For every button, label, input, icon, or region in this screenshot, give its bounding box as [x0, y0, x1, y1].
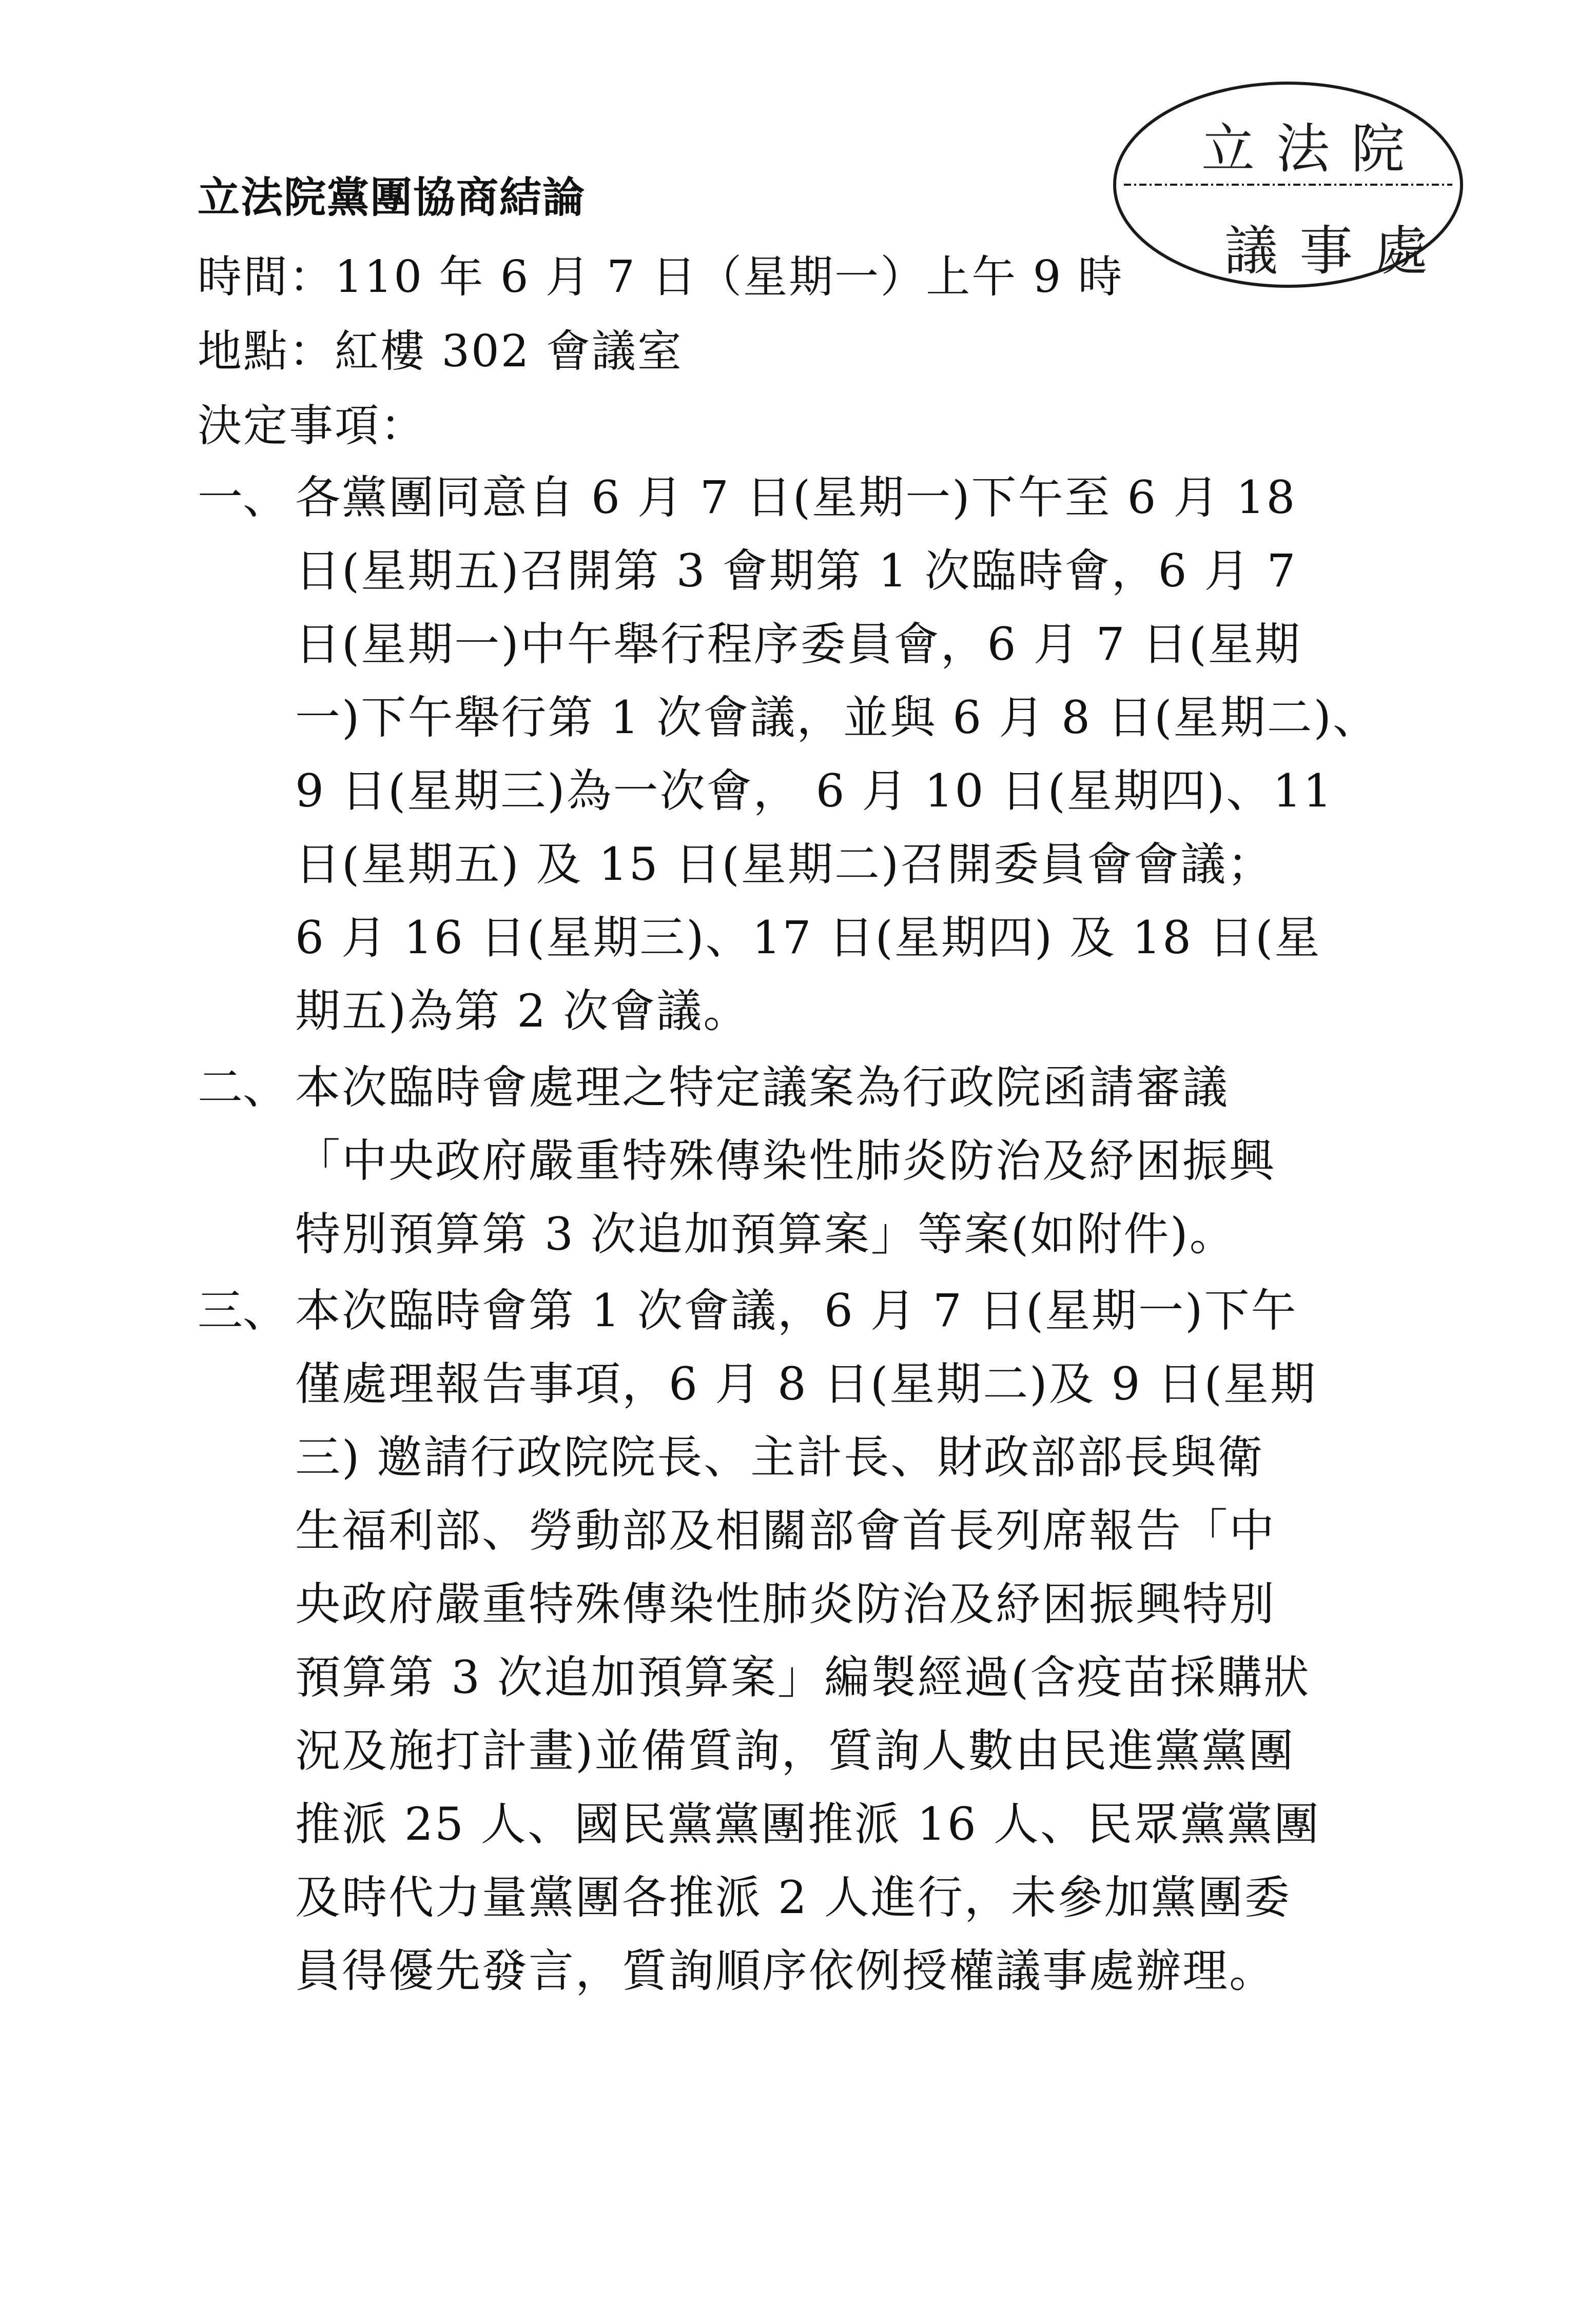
item-marker: 三、: [198, 1284, 288, 1337]
meeting-place: 地點：紅樓 302 會議室: [198, 326, 683, 377]
item-line: 「中央政府嚴重特殊傳染性肺炎防治及紓困振興: [295, 1134, 1276, 1187]
decision-heading: 決定事項：: [198, 400, 426, 451]
item-line: 日(星期五)召開第 3 會期第 1 次臨時會，6 月 7: [295, 544, 1297, 597]
item-line: 特別預算第 3 次追加預算案」等案(如附件)。: [295, 1208, 1236, 1261]
item-line: 一)下午舉行第 1 次會議，並與 6 月 8 日(星期二)、: [295, 691, 1379, 744]
item-line: 員得優先發言，質詢順序依例授權議事處辦理。: [295, 1944, 1276, 1997]
item-line: 日(星期一)中午舉行程序委員會，6 月 7 日(星期: [295, 618, 1301, 671]
item-line: 期五)為第 2 次會議。: [295, 984, 750, 1037]
item-line: 三) 邀請行政院院長、主計長、財政部部長與衛: [295, 1431, 1264, 1484]
item-line: 9 日(星期三)為一次會， 6 月 10 日(星期四)、11: [295, 764, 1334, 817]
item-line: 本次臨時會處理之特定議案為行政院函請審議: [295, 1061, 1230, 1114]
item-line: 6 月 16 日(星期三)、17 日(星期四) 及 18 日(星: [295, 911, 1321, 964]
item-line: 日(星期五) 及 15 日(星期二)召開委員會會議；: [295, 838, 1274, 891]
item-line: 生福利部、勞動部及相關部會首長列席報告「中: [295, 1504, 1276, 1557]
item-line: 預算第 3 次追加預算案」編製經過(含疫苗採購狀: [295, 1651, 1311, 1704]
item-line: 及時代力量黨團各推派 2 人進行，未參加黨團委: [295, 1871, 1291, 1924]
item-line: 僅處理報告事項，6 月 8 日(星期二)及 9 日(星期: [295, 1357, 1317, 1410]
meeting-time: 時間：110 年 6 月 7 日（星期一）上午 9 時: [198, 251, 1124, 303]
item-marker: 二、: [198, 1061, 288, 1114]
item-line: 推派 25 人、國民黨黨團推派 16 人、民眾黨黨團: [295, 1798, 1320, 1850]
item-line: 況及施打計畫)並備質詢，質詢人數由民進黨黨團: [295, 1724, 1295, 1777]
stamp-top-text: 立法院: [1201, 117, 1426, 180]
item-line: 本次臨時會第 1 次會議，6 月 7 日(星期一)下午: [295, 1284, 1298, 1337]
item-line: 央政府嚴重特殊傳染性肺炎防治及紓困振興特別: [295, 1578, 1276, 1630]
item-line: 各黨團同意自 6 月 7 日(星期一)下午至 6 月 18: [295, 471, 1297, 524]
document-title: 立法院黨團協商結論: [198, 173, 586, 222]
stamp-bottom-text: 議事處: [1224, 220, 1449, 282]
item-marker: 一、: [198, 471, 288, 524]
official-stamp: [1108, 77, 1468, 292]
